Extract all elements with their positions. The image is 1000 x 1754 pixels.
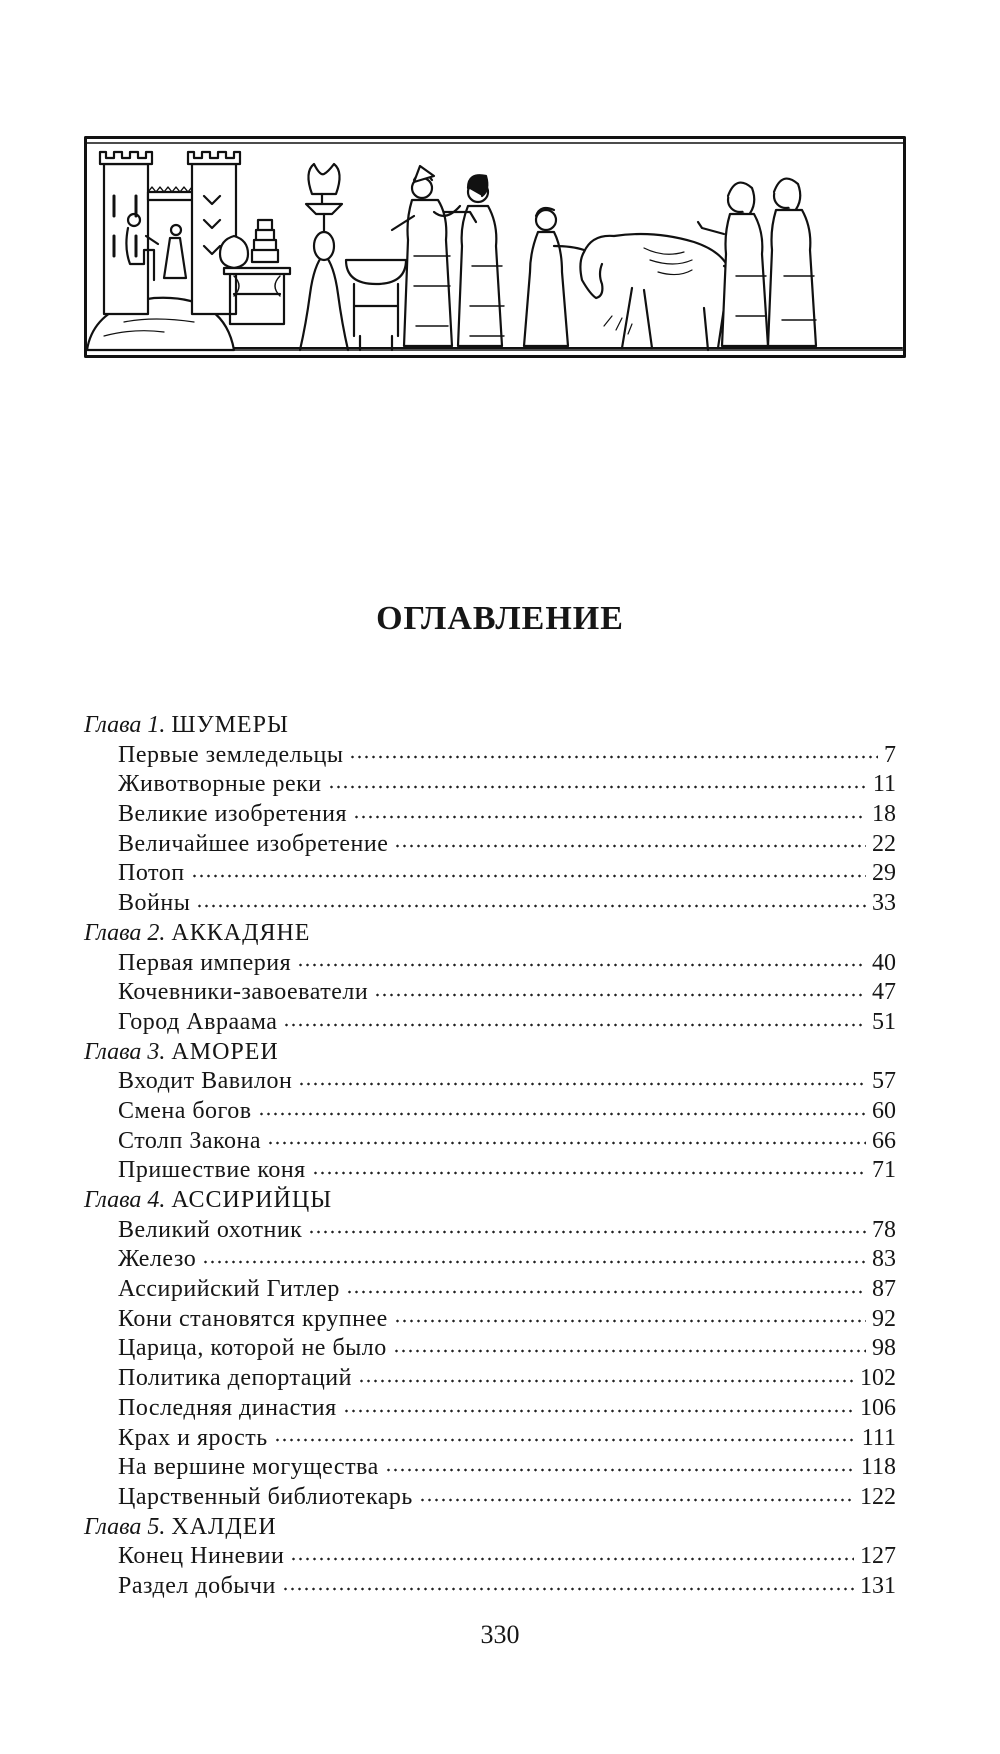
toc-chapter-heading [84,711,896,741]
dot-leader [394,841,866,851]
toc-entry-page: 47 [872,979,896,1006]
toc-entry [84,1483,896,1513]
dot-leader [343,1406,854,1416]
toc-entry-title: Первая империя [118,949,292,976]
dot-leader [290,1554,854,1564]
toc-entry [84,949,896,979]
toc-entry-title: Великий охотник [118,1216,303,1243]
toc-entry [84,1394,896,1424]
toc-entry [84,1572,896,1602]
toc-entry-title: Царица, которой не было [118,1335,387,1362]
toc-entry [84,1364,896,1394]
dot-leader [267,1138,866,1148]
dot-leader [297,960,866,970]
dot-leader [312,1168,866,1178]
toc-chapter-heading [84,1038,896,1068]
toc-entry-title: Смена богов [118,1097,252,1124]
toc-entry-title: Животворные реки [118,771,322,798]
toc-entry [84,1275,896,1305]
dot-leader [349,752,878,762]
table-of-contents [84,711,896,1602]
toc-entry-page: 98 [872,1335,896,1362]
toc-entry-title: Потоп [118,860,185,887]
chapter-number: Глава 4. [84,1187,166,1213]
toc-entry-page: 106 [860,1394,896,1421]
toc-entry [84,741,896,771]
dot-leader [298,1079,866,1089]
chapter-number: Глава 3. [84,1038,166,1065]
toc-entry-page: 131 [860,1572,896,1599]
toc-entry [84,1127,896,1157]
dot-leader [419,1495,854,1505]
toc-entry-page: 92 [872,1305,896,1332]
chapter-number: Глава 5. [84,1513,166,1540]
chapter-name: АККАДЯНЕ [171,919,311,946]
toc-entry-page: 122 [860,1483,896,1510]
toc-entry-title: Железо [118,1246,197,1273]
toc-entry-page: 118 [860,1454,896,1481]
toc-entry-title: Политика депортаций [118,1365,352,1392]
toc-entry-title: Кочевники-завоеватели [118,979,369,1006]
toc-entry [84,889,896,919]
dot-leader [283,1020,866,1030]
toc-entry-page: 40 [872,949,896,976]
toc-chapter-heading [84,919,896,949]
toc-entry [84,1542,896,1572]
toc-entry [84,1453,896,1483]
toc-entry [84,770,896,800]
toc-entry-page: 78 [872,1216,896,1243]
toc-entry [84,1334,896,1364]
toc-entry [84,859,896,889]
chapter-name: АМОРЕИ [171,1038,279,1065]
toc-entry-title: Пришествие коня [118,1157,306,1184]
dot-leader [191,871,866,881]
toc-entry-page: 57 [872,1068,896,1095]
toc-entry-page: 60 [872,1097,896,1124]
dot-leader [202,1257,866,1267]
dot-leader [274,1435,856,1445]
toc-entry-page: 66 [872,1127,896,1154]
chapter-number: Глава 2. [84,919,166,946]
toc-entry-page: 127 [860,1543,896,1570]
dot-leader [394,1316,866,1326]
toc-entry-title: Город Авраама [118,1008,278,1035]
toc-entry-title: Величайшее изобретение [118,830,389,857]
dot-leader [374,990,866,1000]
toc-entry [84,1216,896,1246]
toc-entry-title: Конец Ниневии [118,1543,285,1570]
toc-entry [84,1424,896,1454]
page-title: ОГЛАВЛЕНИЕ [376,600,624,637]
toc-entry-title: Столп Закона [118,1127,261,1154]
dot-leader [346,1287,866,1297]
dot-leader [258,1109,866,1119]
toc-entry-title: Первые земледельцы [118,741,344,768]
dot-leader [393,1346,866,1356]
chapter-name: АССИРИЙЦЫ [171,1187,333,1213]
toc-entry-title: Раздел добычи [118,1572,276,1599]
dot-leader [196,901,866,911]
chapter-number: Глава 1. [84,712,166,738]
toc-chapter-heading [84,1186,896,1216]
toc-entry [84,978,896,1008]
toc-entry-page: 29 [872,860,896,887]
toc-entry-page: 71 [872,1157,896,1184]
chapter-name: ШУМЕРЫ [171,712,289,738]
toc-entry [84,1008,896,1038]
toc-entry-page: 7 [884,741,896,768]
toc-entry-title: На вершине могущества [118,1454,379,1481]
toc-entry-page: 18 [872,801,896,828]
toc-entry-title: Великие изобретения [118,801,348,828]
toc-entry [84,1097,896,1127]
toc-entry [84,1245,896,1275]
toc-entry-page: 102 [860,1365,896,1392]
toc-chapter-heading [84,1513,896,1543]
toc-entry-page: 51 [872,1008,896,1035]
toc-entry [84,1305,896,1335]
dot-leader [358,1376,854,1386]
toc-entry-page: 83 [872,1246,896,1273]
dot-leader [385,1465,855,1475]
toc-entry [84,1067,896,1097]
dot-leader [353,812,866,822]
toc-entry-page: 111 [861,1424,896,1451]
assyrian-relief-frieze-image [84,136,906,358]
dot-leader [282,1584,854,1594]
page-number: 330 [480,1620,520,1649]
toc-entry-title: Ассирийский Гитлер [118,1276,340,1303]
toc-entry-title: Последняя династия [118,1394,337,1421]
chapter-name: ХАЛДЕИ [171,1513,277,1540]
toc-entry [84,830,896,860]
toc-entry [84,800,896,830]
toc-entry-page: 87 [872,1276,896,1303]
dot-leader [328,782,867,792]
toc-entry-title: Входит Вавилон [118,1068,293,1095]
toc-entry-page: 22 [872,830,896,857]
toc-entry-title: Войны [118,890,191,917]
toc-entry-page: 33 [872,890,896,917]
toc-entry-page: 11 [872,771,896,798]
toc-entry-title: Царственный библиотекарь [118,1483,413,1510]
toc-entry-title: Крах и ярость [118,1424,268,1451]
toc-entry [84,1156,896,1186]
dot-leader [308,1227,866,1237]
toc-entry-title: Кони становятся крупнее [118,1305,388,1332]
